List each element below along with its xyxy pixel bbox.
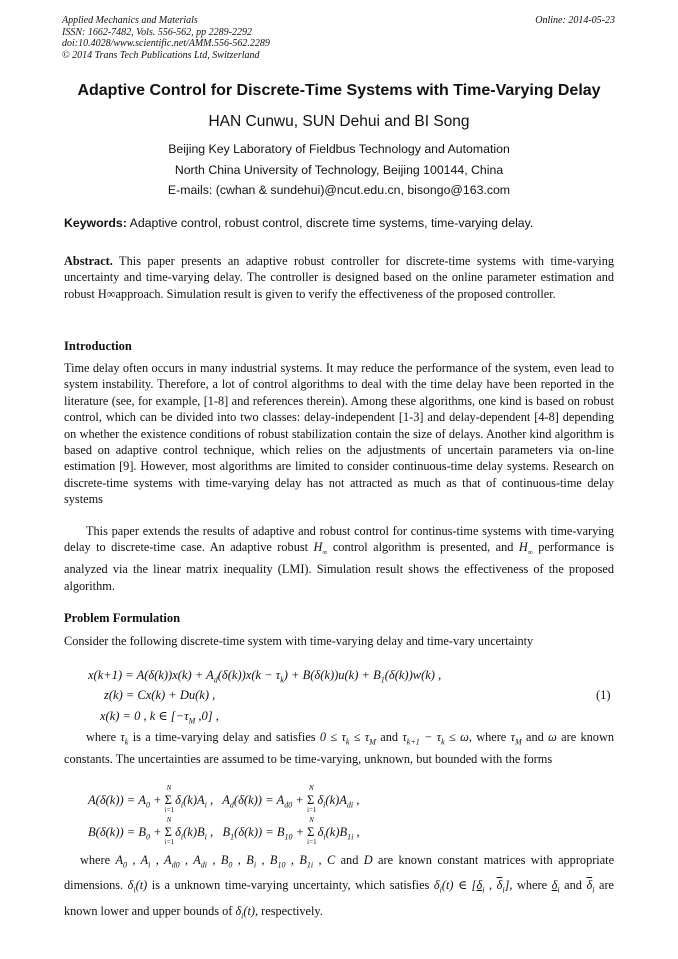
problem-formulation-heading: Problem Formulation [64,611,181,625]
matrix-description: where $A_0$ , $A_i$ , $A_{d0}$ , $A_{di}$ , $B_0$ , $B_i$ , $B_{10}$ , $B_{1i}$ , C and D are known constant matrices with appropriate dimensions. $\delta_i(t)$ is a unknown time-varying uncertainty, which satisfies $\delta_i(t)$ ∈ [$\delta_i$ , $\overline{\delta}_i$], where $\delta_i$ and $\overline{\delta}_i$ are known lower and upper bounds of $\delta_i(t)$, respectively. [64,853,615,921]
keywords [64,216,624,230]
problem-intro: Consider the following discrete-time system with time-varying delay and time-vary uncertainty [64,634,534,648]
keywords-label: Keywords: [64,216,127,230]
running-header [62,15,270,61]
abstract-label: Abstract. [64,254,113,268]
affiliation-1: Beijing Key Laboratory of Fieldbus Technology and Automation [168,142,510,156]
keywords-text: Adaptive control, robust control, discrete time systems, time-varying delay. [126,216,534,230]
h-infinity-symbol: $H_\infty$ [313,540,328,557]
journal-name: Applied Mechanics and Materials [62,15,198,26]
copyright-line: © 2014 Trans Tech Publications Ltd, Switzerland [62,49,260,61]
abstract-text: This paper presents an adaptive robust controller for discrete-time systems with time-varying uncertainty and time-varying delay. The controller is designed based on the online parameter estimation and robust H∞approach. Simulation result is given to verify the effectiveness of the proposed controller. [64,254,614,301]
abstract [64,253,614,302]
introduction-heading: Introduction [64,339,132,353]
online-date: Online: 2014-05-23 [535,15,615,26]
equation-state: $x(k+1) = A(\delta(k))x(k) + A_d(\delta(k))x(k - \tau_k) + B(\delta(k))u(k) + B_1(\delta(k))w(k)$ , [88,668,442,685]
authors: HAN Cunwu, SUN Dehui and BI Song [208,113,470,130]
equation-number: (1) [596,688,611,702]
affiliation-2: North China University of Technology, Beijing 100144, China [174,162,504,177]
equation-uncertainty-b: $B(\delta(k)) = B_0 + \Sigma$ N i=1 $\delta_i(k)B_i$ , $B_1(\delta(k)) = B_{10} + \Sigma$ N i=1 $\delta_i(k)B_{1i}$ , [88,816,360,846]
introduction-paragraph-2: This paper extends the results of adaptive and robust control for continus-time systems with time-varying delay to discrete-time case. An adaptive robust $H_\infty$ control algorithm is presented, and $H_\infty$ performance is analyzed via the linear matrix inequality (LMI). Simulation result shows the effectiveness of the proposed algorithm. [64,524,614,593]
emails: E-mails: (cwhan & sundehui)@ncut.edu.cn, bisongo@163.com [167,183,511,197]
equation-initial: x(k) = 0 , k ∈ [$-\tau_M$ ,0] , [100,709,219,726]
doi-line: doi:10.4028/www.scientific.net/AMM.556-562.2289 [62,38,270,49]
equation-uncertainty-a: $A(\delta(k)) = A_0 + \Sigma$ N i=1 $\delta_i(k)A_i$ , $A_d(\delta(k)) = A_{d0} + \Sigma$ N i=1 $\delta_i(k)A_{di}$ , [88,784,360,814]
introduction-paragraph-1: Time delay often occurs in many industrial systems. It may reduce the performance of the system, even lead to system instability. Therefore, a lot of control algorithms to deal with the time delay have been reported in the literature (see, for example, [1-8] and references therein). Among these algorithms, one kind is based on robust control, which can be divided into two classes: delay-independent [1-3] and delay-dependent [4-8] depending on whether the existence conditions of robust stabilization contain the size of delays. Another kind algorithm is based on adaptive control technique, which relies on the adjustments of uncertain parameters via on-line estimation [9]. However, most algorithms are limited to consider continuous-time delay systems. Research on discrete-time systems with time-varying delay has not attracted as much as that of continuous-time delay systems [64,361,614,507]
equation-output: z(k) = Cx(k) + Du(k) , [104,688,216,702]
delay-description: where $\tau_k$ is a time-varying delay and satisfies $0 \le \tau_k \le \tau_M$ and $\tau_{k+1} - \tau_k \le \omega$, where $\tau_M$ and ω are known constants. The uncertainties are assumed to be time-varying, unknown, but bounded with the forms [64,730,614,766]
affiliation-block [40,139,638,201]
issn-line: ISSN: 1662-7482, Vols. 556-562, pp 2289-2292 [62,26,252,38]
paper-title: Adaptive Control for Discrete-Time Systems with Time-Varying Delay [77,82,601,99]
h-infinity-symbol: $H_\infty$ [518,540,533,557]
